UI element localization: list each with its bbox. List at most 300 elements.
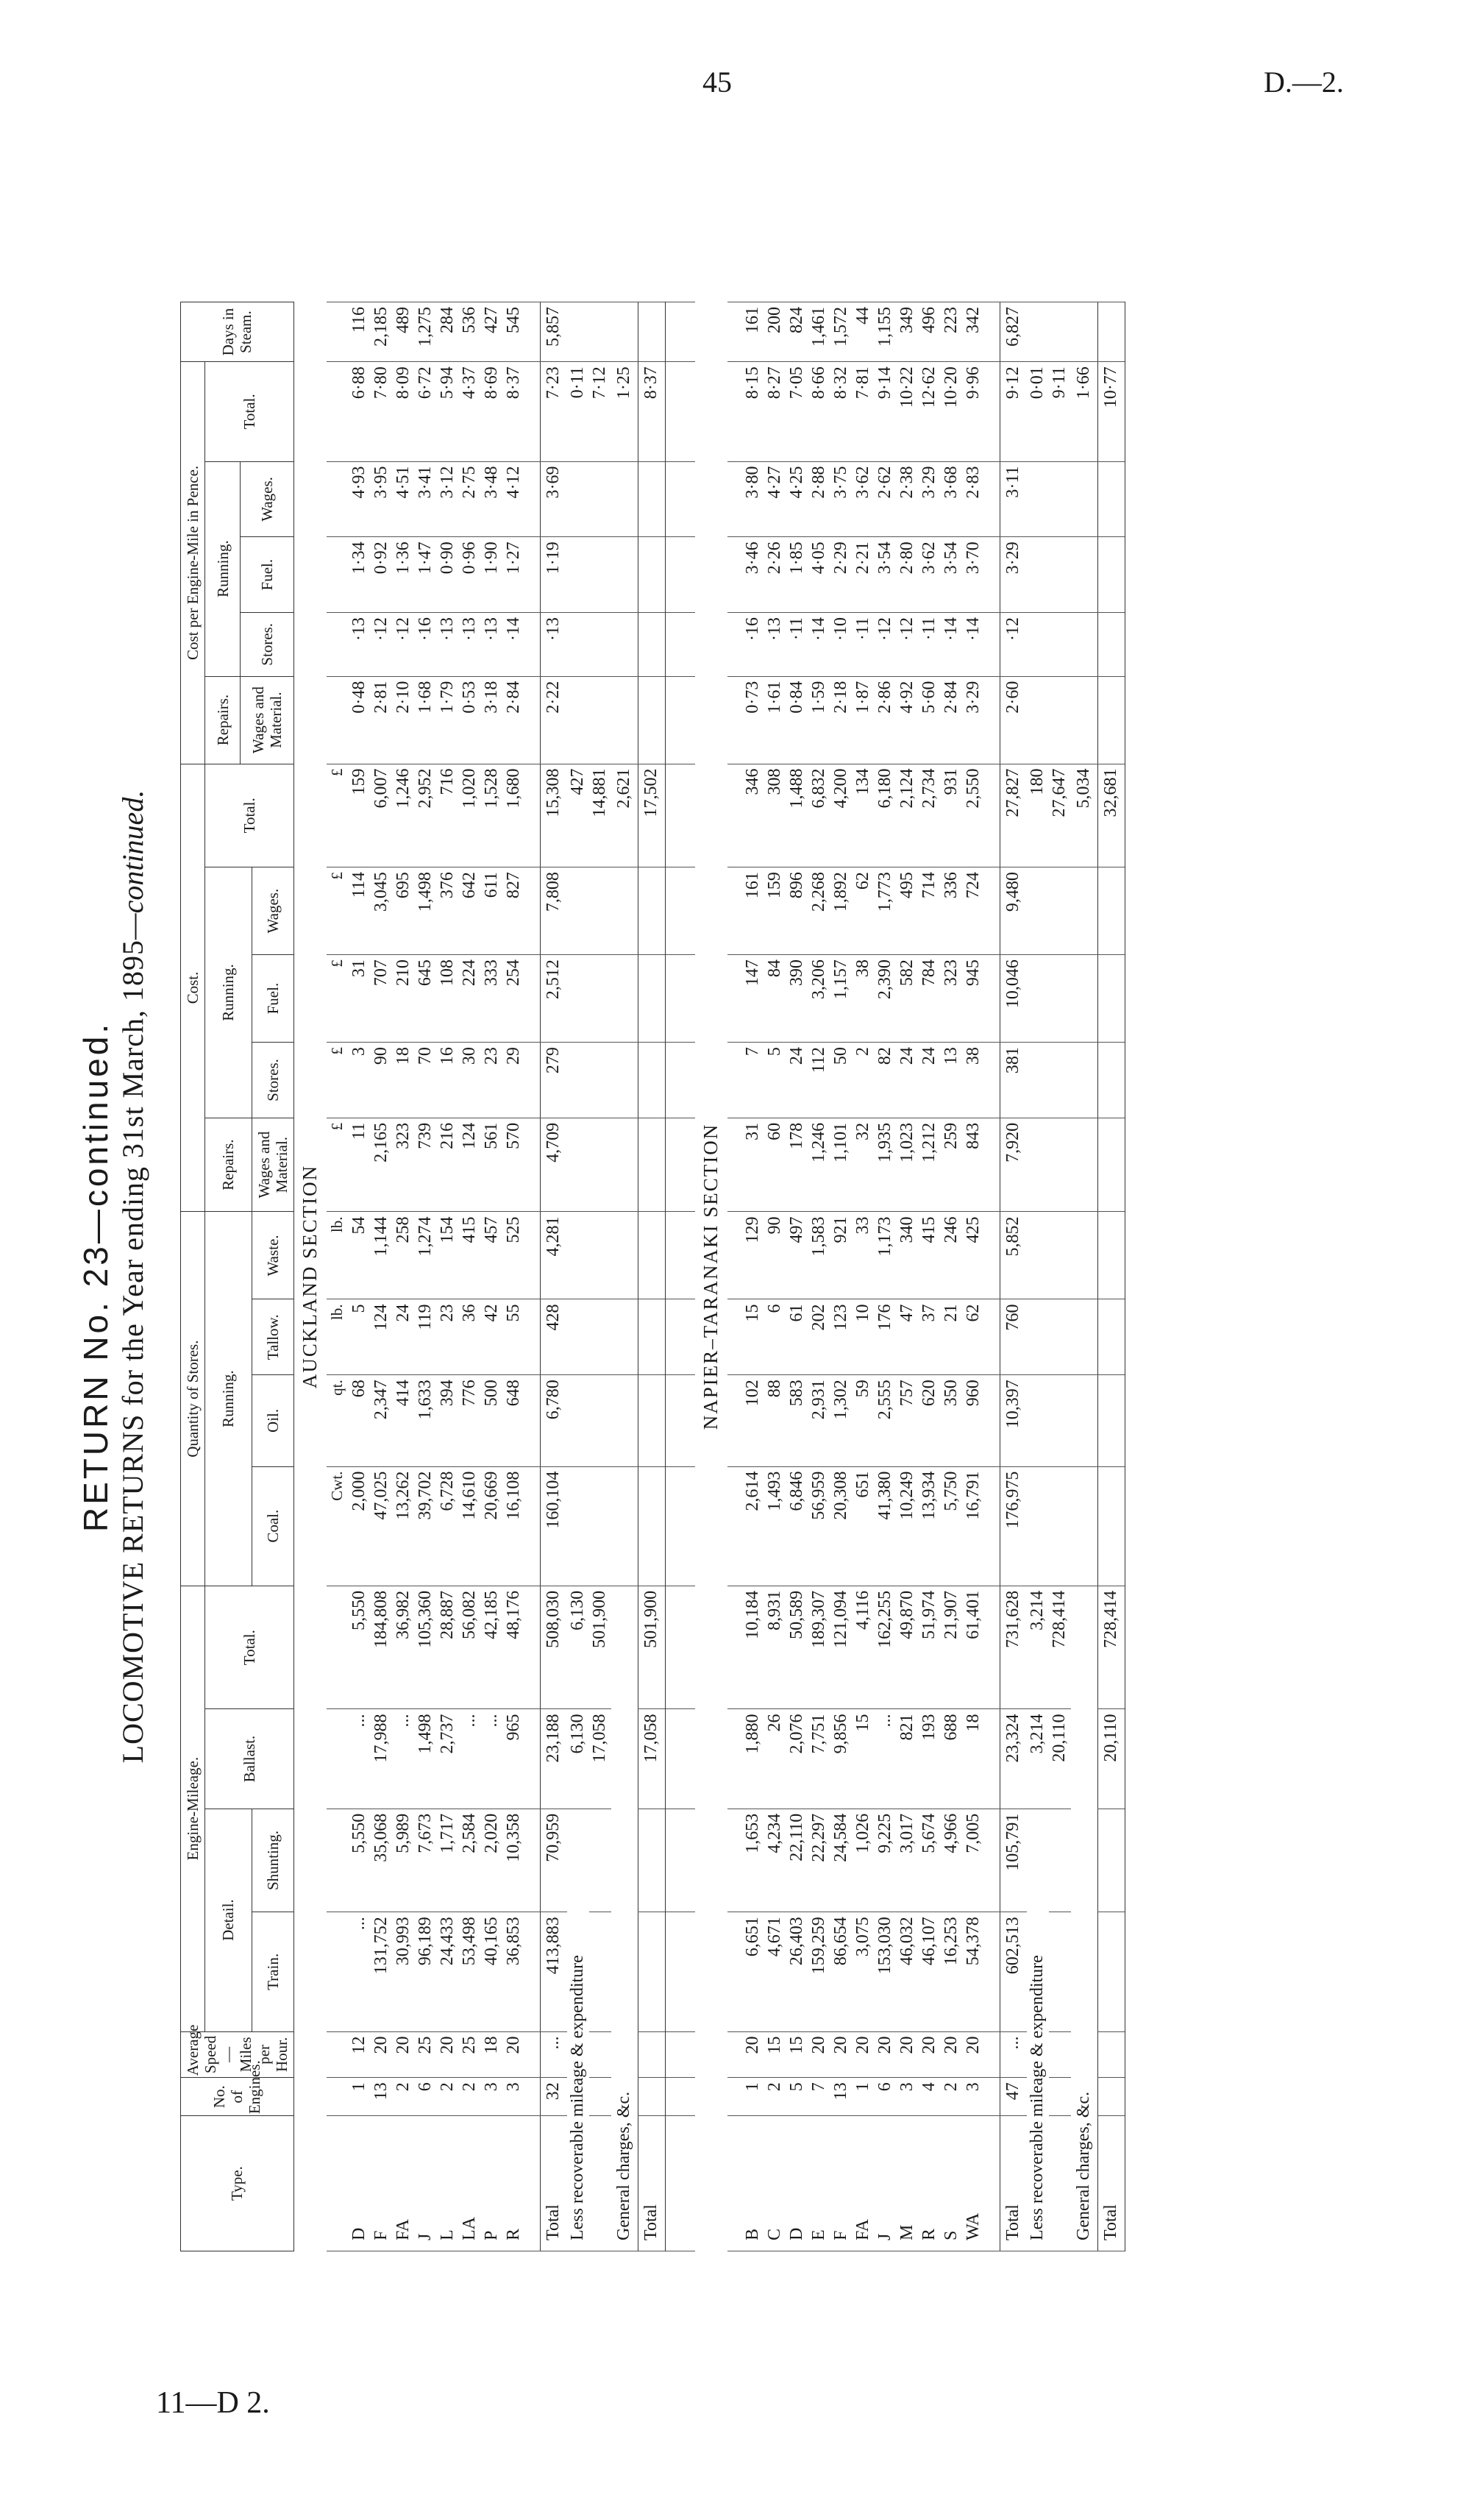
empty-cell [665, 302, 680, 362]
table-cell: 5·60 [919, 676, 941, 764]
col-cpm-wages-material: Wages and Material. [241, 676, 293, 764]
col-stores-running: Running. [205, 1212, 252, 1586]
table-cell: 1,101 [830, 1118, 853, 1212]
table-cell: 41,380 [875, 1466, 897, 1586]
table-cell: 1·47 [415, 537, 437, 613]
table-cell: ... [349, 1709, 371, 1809]
table-cell: 62 [963, 1299, 985, 1375]
table-cell: 457 [481, 1212, 503, 1299]
empty-cell [680, 1912, 695, 2031]
empty-cell [638, 1043, 665, 1118]
col-cpm-wages: Wages. [241, 461, 293, 537]
empty-cell [1097, 2031, 1125, 2078]
table-cell: 121,094 [830, 1586, 853, 1709]
empty-cell [665, 613, 680, 677]
empty-cell [525, 1586, 541, 1709]
engine-type: LA [459, 2116, 481, 2251]
unit-label: lb. [327, 1212, 349, 1299]
empty-cell [611, 613, 638, 677]
table-cell: 824 [786, 302, 808, 362]
table-cell: 24,584 [830, 1809, 853, 1912]
table-cell: 6 [875, 2078, 897, 2116]
empty-cell [727, 613, 742, 677]
empty-cell [589, 537, 611, 613]
table-cell: 620 [919, 1375, 941, 1466]
table-cell: 159 [349, 764, 371, 867]
empty-cell [985, 1809, 1000, 1912]
empty-cell [680, 764, 695, 867]
table-cell: 695 [393, 867, 415, 955]
empty-cell [985, 2116, 1000, 2251]
empty-cell [1071, 1212, 1098, 1299]
table-cell: 20 [808, 2031, 830, 2078]
table-cell: 22,297 [808, 1809, 830, 1912]
table-cell: ... [875, 1709, 897, 1809]
empty-cell [638, 537, 665, 613]
empty-cell [638, 955, 665, 1043]
empty-cell [1049, 1118, 1071, 1212]
table-cell: 189,307 [808, 1586, 830, 1709]
empty-cell [665, 1586, 680, 1709]
table-cell: 3·18 [481, 676, 503, 764]
empty-cell [525, 2116, 541, 2251]
table-cell: 26,403 [786, 1912, 808, 2031]
empty-cell [525, 302, 541, 362]
total-cell: 10,046 [1000, 955, 1027, 1043]
empty-cell [1097, 1466, 1125, 1586]
empty-cell [680, 676, 695, 764]
table-cell: 2·84 [941, 676, 963, 764]
empty-cell [589, 1466, 611, 1586]
empty-cell [1071, 955, 1098, 1043]
table-cell: 3 [963, 2078, 985, 2116]
table-cell: 7 [742, 1043, 764, 1118]
total-cell: 23,188 [540, 1709, 567, 1809]
table-cell: 6,130 [567, 1586, 589, 1709]
empty-cell [727, 1043, 742, 1118]
table-cell: 36 [459, 1299, 481, 1375]
table-cell: 1·34 [349, 537, 371, 613]
empty-cell [985, 613, 1000, 677]
unit-label: qt. [327, 1375, 349, 1466]
engine-type: P [481, 2116, 503, 2251]
col-cpm-running: Running. [205, 461, 241, 676]
table-cell: 42 [481, 1299, 503, 1375]
table-cell: 2,952 [415, 764, 437, 867]
table-cell: 0·96 [459, 537, 481, 613]
empty-cell [567, 1299, 589, 1375]
table-cell: 176 [875, 1299, 897, 1375]
table-cell: 20 [919, 2031, 941, 2078]
table-cell: 36,982 [393, 1586, 415, 1709]
table-cell: 648 [503, 1375, 525, 1466]
table-row [437, 302, 459, 2251]
table-cell: 161 [742, 302, 764, 362]
table-cell: 2·62 [875, 461, 897, 537]
table-cell: ·11 [786, 613, 808, 677]
empty-cell [567, 302, 589, 362]
table-cell: 2,268 [808, 867, 830, 955]
empty-cell [1027, 1043, 1049, 1118]
empty-cell [525, 1043, 541, 1118]
table-cell: 4,671 [764, 1912, 786, 2031]
table-cell: 23 [481, 1043, 503, 1118]
table-cell: 82 [875, 1043, 897, 1118]
total-cell: 731,628 [1000, 1586, 1027, 1709]
table-cell: 258 [393, 1212, 415, 1299]
table-cell: 47,025 [371, 1466, 393, 1586]
table-cell: 4·27 [764, 461, 786, 537]
empty-cell [1027, 1212, 1049, 1299]
empty-cell [1049, 537, 1071, 613]
col-detail: Detail. [205, 1809, 252, 2031]
empty-cell [525, 1709, 541, 1809]
empty-cell [1071, 1118, 1098, 1212]
table-cell: 44 [853, 302, 875, 362]
empty-cell [1097, 1299, 1125, 1375]
empty-cell [727, 461, 742, 537]
table-cell: 3·29 [919, 461, 941, 537]
empty-cell [1071, 1299, 1098, 1375]
empty-cell [665, 461, 680, 537]
table-cell: 10,358 [503, 1809, 525, 1912]
empty-cell [327, 1912, 349, 2031]
general-charges-label: General charges, &c. [611, 1586, 638, 2251]
empty-cell [680, 955, 695, 1043]
total-cell: 5,852 [1000, 1212, 1027, 1299]
table-cell: 495 [897, 867, 919, 955]
table-cell: 376 [437, 867, 459, 955]
table-cell: ·14 [808, 613, 830, 677]
table-cell: 4·37 [459, 362, 481, 461]
table-cell: 31 [742, 1118, 764, 1212]
table-cell: 223 [941, 302, 963, 362]
table-cell: ·13 [764, 613, 786, 677]
empty-cell [567, 613, 589, 677]
table-cell: 15 [853, 1709, 875, 1809]
table-cell: 62 [853, 867, 875, 955]
table-cell: 2 [764, 2078, 786, 2116]
table-cell: 116 [349, 302, 371, 362]
table-cell: 61 [786, 1299, 808, 1375]
total-cell: 9·12 [1000, 362, 1027, 461]
table-cell: 134 [853, 764, 875, 867]
table-cell: 1·85 [786, 537, 808, 613]
table-cell: 114 [349, 867, 371, 955]
table-cell: 3,045 [371, 867, 393, 955]
table-cell: 2 [459, 2078, 481, 2116]
table-cell: 159 [764, 867, 786, 955]
empty-cell [1027, 302, 1049, 362]
table-cell: 7,005 [963, 1809, 985, 1912]
table-cell: 48,176 [503, 1586, 525, 1709]
table-cell: 390 [786, 955, 808, 1043]
col-cpm-stores: Stores. [241, 613, 293, 677]
table-cell: 2·38 [897, 461, 919, 537]
table-cell: ·13 [481, 613, 503, 677]
unit-label: £ [327, 1043, 349, 1118]
general-charges-row [1071, 302, 1098, 2251]
table-cell: ·13 [349, 613, 371, 677]
table-cell: 17,058 [589, 1709, 611, 1809]
table-cell: 2·83 [963, 461, 985, 537]
table-cell: 20 [503, 2031, 525, 2078]
table-cell: 2,000 [349, 1466, 371, 1586]
table-cell: ·12 [897, 613, 919, 677]
table-cell: 611 [481, 867, 503, 955]
table-cell: 582 [897, 955, 919, 1043]
table-row [459, 302, 481, 2251]
empty-cell [638, 1212, 665, 1299]
empty-cell [1097, 1043, 1125, 1118]
table-cell: 2·86 [875, 676, 897, 764]
table-row [941, 302, 963, 2251]
table-cell: 2·81 [371, 676, 393, 764]
empty-cell [1027, 1118, 1049, 1212]
total-cell: ·13 [540, 613, 567, 677]
table-cell: ·11 [919, 613, 941, 677]
table-cell: 6 [764, 1299, 786, 1375]
table-cell: 4·92 [897, 676, 919, 764]
table-cell: 1·87 [853, 676, 875, 764]
table-cell: 0·11 [567, 362, 589, 461]
table-cell: 707 [371, 955, 393, 1043]
table-row [897, 302, 919, 2251]
table-cell: 51,974 [919, 1586, 941, 1709]
table-cell: 20,110 [1097, 1709, 1125, 1809]
empty-cell [985, 1709, 1000, 1809]
total-cell: 6,827 [1000, 302, 1027, 362]
table-cell: 4,966 [941, 1809, 963, 1912]
table-cell: 9,856 [830, 1709, 853, 1809]
table-cell: 2·18 [830, 676, 853, 764]
empty-cell [680, 1212, 695, 1299]
table-cell: 102 [742, 1375, 764, 1466]
empty-cell [589, 2116, 611, 2251]
table-cell: 17,502 [638, 764, 665, 867]
table-cell: 3,075 [853, 1912, 875, 2031]
empty-cell [1097, 955, 1125, 1043]
empty-cell [1097, 1912, 1125, 2031]
empty-cell [327, 1586, 349, 1709]
empty-cell [589, 302, 611, 362]
table-cell: 10,184 [742, 1586, 764, 1709]
total-cell: 7,808 [540, 867, 567, 955]
empty-cell [525, 1375, 541, 1466]
spacer-row [525, 302, 541, 2251]
less-recoverable-row [1027, 302, 1049, 2251]
empty-cell [567, 1212, 589, 1299]
table-cell: 0·73 [742, 676, 764, 764]
total-cell: ... [540, 2031, 567, 2078]
table-cell: 349 [897, 302, 919, 362]
table-cell: 525 [503, 1212, 525, 1299]
table-cell: 1,717 [437, 1809, 459, 1912]
table-cell: 3·70 [963, 537, 985, 613]
table-cell: 16,108 [503, 1466, 525, 1586]
table-cell: 8·27 [764, 362, 786, 461]
table-cell: 714 [919, 867, 941, 955]
table-cell: 8·09 [393, 362, 415, 461]
table-cell: 37 [919, 1299, 941, 1375]
empty-cell [589, 613, 611, 677]
table-cell: 931 [941, 764, 963, 867]
table-cell: 15 [764, 2031, 786, 2078]
empty-cell [1097, 537, 1125, 613]
table-cell: 323 [393, 1118, 415, 1212]
empty-cell [525, 1912, 541, 2031]
table-cell: 3 [897, 2078, 919, 2116]
table-row [853, 302, 875, 2251]
table-cell: 965 [503, 1709, 525, 1809]
table-cell: 3,214 [1027, 1586, 1049, 1709]
general-charges-label: General charges, &c. [1071, 1586, 1098, 2251]
table-cell: 497 [786, 1212, 808, 1299]
table-cell: 896 [786, 867, 808, 955]
table-cell: 161 [742, 867, 764, 955]
table-cell: 12·62 [919, 362, 941, 461]
empty-cell [589, 2078, 611, 2116]
table-cell: 1,498 [415, 867, 437, 955]
table-cell: 3·62 [853, 461, 875, 537]
table-cell: 13 [830, 2078, 853, 2116]
table-cell: ·12 [875, 613, 897, 677]
table-cell: 496 [919, 302, 941, 362]
col-cost: Cost. [181, 764, 205, 1212]
table-cell: 342 [963, 302, 985, 362]
empty-cell [638, 1912, 665, 2031]
table-cell: 284 [437, 302, 459, 362]
table-cell: 32 [853, 1118, 875, 1212]
total-cell: 10,397 [1000, 1375, 1027, 1466]
table-cell: 0·48 [349, 676, 371, 764]
empty-cell [680, 1809, 695, 1912]
less-recoverable-label: Less recoverable mileage & expenditure [1027, 1809, 1049, 2251]
empty-cell [665, 676, 680, 764]
table-cell: 728,414 [1097, 1586, 1125, 1709]
empty-cell [638, 1375, 665, 1466]
table-cell: 2,734 [919, 764, 941, 867]
table-cell: 32,681 [1097, 764, 1125, 867]
empty-cell [589, 1212, 611, 1299]
empty-cell [1097, 676, 1125, 764]
table-cell: 22,110 [786, 1809, 808, 1912]
empty-cell [611, 1466, 638, 1586]
empty-cell [727, 2031, 742, 2078]
empty-cell [665, 1299, 680, 1375]
empty-cell [1097, 1212, 1125, 1299]
empty-cell [665, 1212, 680, 1299]
empty-cell [727, 1299, 742, 1375]
table-row [503, 302, 525, 2251]
empty-cell [1049, 461, 1071, 537]
table-cell: 61,401 [963, 1586, 985, 1709]
empty-cell [525, 867, 541, 955]
table-cell: 39,702 [415, 1466, 437, 1586]
table-cell: 20 [742, 2031, 764, 2078]
total-cell: 428 [540, 1299, 567, 1375]
engine-type: M [897, 2116, 919, 2251]
table-cell: 53,498 [459, 1912, 481, 2031]
table-row [764, 302, 786, 2251]
table-cell: 1,653 [742, 1809, 764, 1912]
table-row [830, 302, 853, 2251]
table-cell: 96,189 [415, 1912, 437, 2031]
empty-cell [567, 867, 589, 955]
empty-cell [1097, 2078, 1125, 2116]
empty-cell [727, 1466, 742, 1586]
table-cell: 38 [963, 1043, 985, 1118]
table-cell: 10·20 [941, 362, 963, 461]
empty-cell [525, 537, 541, 613]
empty-cell [589, 1809, 611, 1912]
empty-cell [727, 1212, 742, 1299]
section-total-row [1000, 302, 1027, 2251]
table-cell: 5,674 [919, 1809, 941, 1912]
empty-cell [1049, 302, 1071, 362]
col-train: Train. [252, 1912, 293, 2031]
table-cell: 688 [941, 1709, 963, 1809]
table-cell: 24 [919, 1043, 941, 1118]
empty-cell [680, 537, 695, 613]
table-cell: 8·37 [503, 362, 525, 461]
empty-cell [985, 1043, 1000, 1118]
table-cell: 147 [742, 955, 764, 1043]
total-cell: 508,030 [540, 1586, 567, 1709]
col-ballast: Ballast. [205, 1709, 294, 1809]
col-oil: Oil. [252, 1375, 293, 1466]
empty-cell [611, 461, 638, 537]
table-cell: 20,308 [830, 1466, 853, 1586]
col-coal: Coal. [252, 1466, 293, 1586]
empty-cell [985, 676, 1000, 764]
section-heading: NAPIER–TARANAKI SECTION [700, 1123, 722, 1430]
table-cell: 6,007 [371, 764, 393, 867]
table-cell: 68 [349, 1375, 371, 1466]
table-cell: 35,068 [371, 1809, 393, 1912]
table-cell: 224 [459, 955, 481, 1043]
table-cell: 776 [459, 1375, 481, 1466]
table-cell: 3 [349, 1043, 371, 1118]
table-cell: 2 [941, 2078, 963, 2116]
table-cell: 415 [459, 1212, 481, 1299]
table-cell: 24 [897, 1043, 919, 1118]
empty-cell [1027, 537, 1049, 613]
engine-type: F [830, 2116, 853, 2251]
total-cell: 5,857 [540, 302, 567, 362]
table-cell: 38 [853, 955, 875, 1043]
table-cell: 27,647 [1049, 764, 1071, 867]
table-cell: 2,347 [371, 1375, 393, 1466]
table-cell: ·13 [459, 613, 481, 677]
table-cell: 10·22 [897, 362, 919, 461]
table-cell: 10,249 [897, 1466, 919, 1586]
table-cell: 2,076 [786, 1709, 808, 1809]
empty-cell [1071, 1466, 1098, 1586]
table-cell: 4·12 [503, 461, 525, 537]
col-cpm-total: Total. [205, 362, 294, 461]
table-cell: 1·25 [611, 362, 638, 461]
table-cell: 124 [371, 1299, 393, 1375]
table-cell: 827 [503, 867, 525, 955]
empty-cell [1071, 613, 1098, 677]
table-cell: 21 [941, 1299, 963, 1375]
table-cell: 821 [897, 1709, 919, 1809]
table-cell: 0·84 [786, 676, 808, 764]
empty-cell [589, 461, 611, 537]
empty-cell [727, 1709, 742, 1809]
empty-cell [525, 1299, 541, 1375]
